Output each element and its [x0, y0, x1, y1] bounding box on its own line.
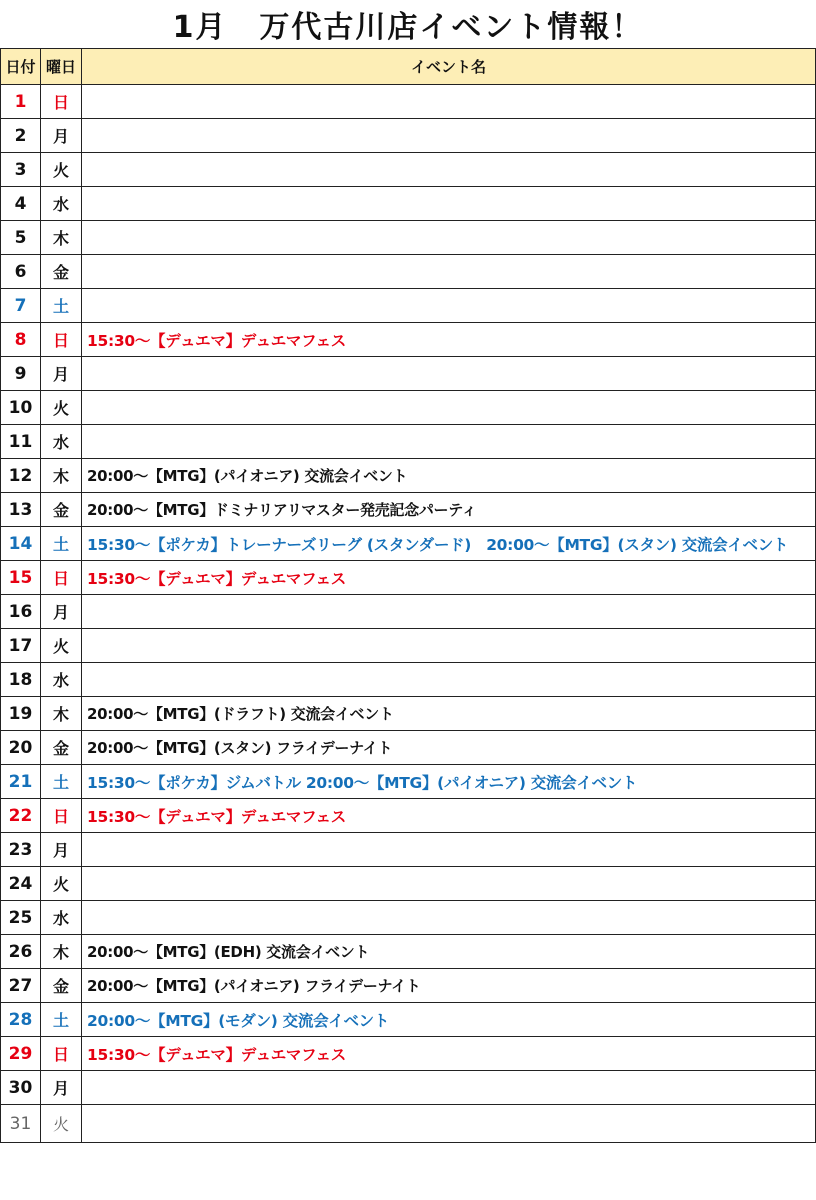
event-cell	[82, 1105, 816, 1143]
table-row	[1, 1105, 816, 1143]
weekday-cell: 木	[41, 221, 82, 255]
table-row	[1, 119, 816, 153]
date-cell: 17	[1, 629, 41, 663]
weekday-cell: 土	[41, 1003, 82, 1037]
date-cell: 15	[1, 561, 41, 595]
weekday-cell: 火	[41, 391, 82, 425]
table-row	[1, 425, 816, 459]
event-cell	[82, 357, 816, 391]
weekday-cell: 日	[41, 1037, 82, 1071]
event-cell	[82, 663, 816, 697]
header-date: 日付	[1, 49, 41, 85]
table-row	[1, 731, 816, 765]
date-cell: 23	[1, 833, 41, 867]
date-cell: 30	[1, 1071, 41, 1105]
table-row	[1, 1037, 816, 1071]
date-cell: 4	[1, 187, 41, 221]
date-cell: 16	[1, 595, 41, 629]
date-cell: 5	[1, 221, 41, 255]
weekday-cell: 木	[41, 459, 82, 493]
date-cell: 21	[1, 765, 41, 799]
table-row	[1, 969, 816, 1003]
date-cell: 29	[1, 1037, 41, 1071]
event-cell: 15:30～【ポケカ】ジムバトル 20:00～【MTG】(パイオニア) 交流会イベント	[82, 765, 816, 799]
event-cell	[82, 901, 816, 935]
event-cell	[82, 221, 816, 255]
event-cell: 20:00～【MTG】(モダン) 交流会イベント	[82, 1003, 816, 1037]
date-cell: 13	[1, 493, 41, 527]
event-cell: 20:00～【MTG】(ドラフト) 交流会イベント	[82, 697, 816, 731]
event-cell: 15:30～【デュエマ】デュエマフェス	[82, 561, 816, 595]
event-cell	[82, 1071, 816, 1105]
event-cell: 15:30～【ポケカ】トレーナーズリーグ (スタンダード) 20:00～【MTG】(スタン) 交流会イベント	[82, 527, 816, 561]
event-cell: 15:30～【デュエマ】デュエマフェス	[82, 323, 816, 357]
date-cell: 14	[1, 527, 41, 561]
weekday-cell: 金	[41, 731, 82, 765]
date-cell: 9	[1, 357, 41, 391]
weekday-cell: 金	[41, 493, 82, 527]
table-row	[1, 289, 816, 323]
event-cell: 20:00～【MTG】(パイオニア) フライデーナイト	[82, 969, 816, 1003]
weekday-cell: 火	[41, 629, 82, 663]
table-row	[1, 255, 816, 289]
table-row	[1, 561, 816, 595]
event-cell	[82, 833, 816, 867]
weekday-cell: 火	[41, 867, 82, 901]
weekday-cell: 日	[41, 561, 82, 595]
event-cell: 15:30～【デュエマ】デュエマフェス	[82, 1037, 816, 1071]
date-cell: 27	[1, 969, 41, 1003]
date-cell: 7	[1, 289, 41, 323]
event-table	[0, 48, 816, 1143]
event-cell	[82, 629, 816, 663]
table-row	[1, 901, 816, 935]
date-cell: 10	[1, 391, 41, 425]
weekday-cell: 日	[41, 85, 82, 119]
weekday-cell: 月	[41, 357, 82, 391]
weekday-cell: 土	[41, 527, 82, 561]
table-row	[1, 527, 816, 561]
date-cell: 22	[1, 799, 41, 833]
table-row	[1, 697, 816, 731]
weekday-cell: 日	[41, 799, 82, 833]
date-cell: 6	[1, 255, 41, 289]
weekday-cell: 月	[41, 119, 82, 153]
table-row	[1, 595, 816, 629]
table-row	[1, 187, 816, 221]
date-cell: 26	[1, 935, 41, 969]
header-dow: 曜日	[41, 49, 82, 85]
table-row	[1, 629, 816, 663]
weekday-cell: 木	[41, 935, 82, 969]
event-cell	[82, 187, 816, 221]
date-cell: 2	[1, 119, 41, 153]
table-row	[1, 1071, 816, 1105]
weekday-cell: 木	[41, 697, 82, 731]
event-cell: 15:30～【デュエマ】デュエマフェス	[82, 799, 816, 833]
event-cell	[82, 595, 816, 629]
date-cell: 1	[1, 85, 41, 119]
table-row	[1, 323, 816, 357]
weekday-cell: 火	[41, 153, 82, 187]
weekday-cell: 火	[41, 1105, 82, 1143]
date-cell: 24	[1, 867, 41, 901]
date-cell: 11	[1, 425, 41, 459]
table-row	[1, 765, 816, 799]
table-row	[1, 935, 816, 969]
weekday-cell: 土	[41, 765, 82, 799]
date-cell: 18	[1, 663, 41, 697]
weekday-cell: 月	[41, 595, 82, 629]
weekday-cell: 水	[41, 663, 82, 697]
table-row	[1, 1003, 816, 1037]
date-cell: 8	[1, 323, 41, 357]
date-cell: 19	[1, 697, 41, 731]
table-row	[1, 357, 816, 391]
event-cell	[82, 255, 816, 289]
table-row	[1, 867, 816, 901]
weekday-cell: 水	[41, 187, 82, 221]
table-row	[1, 85, 816, 119]
weekday-cell: 金	[41, 969, 82, 1003]
event-cell	[82, 289, 816, 323]
table-row	[1, 799, 816, 833]
event-cell	[82, 391, 816, 425]
event-cell: 20:00～【MTG】ドミナリアリマスター発売記念パーティ	[82, 493, 816, 527]
date-cell: 25	[1, 901, 41, 935]
table-row	[1, 493, 816, 527]
event-cell: 20:00～【MTG】(スタン) フライデーナイト	[82, 731, 816, 765]
weekday-cell: 水	[41, 425, 82, 459]
event-cell: 20:00～【MTG】(EDH) 交流会イベント	[82, 935, 816, 969]
page-title: 1月 万代古川店イベント情報！	[172, 10, 644, 45]
table-row	[1, 833, 816, 867]
weekday-cell: 土	[41, 289, 82, 323]
date-cell: 31	[1, 1105, 41, 1143]
event-cell	[82, 153, 816, 187]
date-cell: 28	[1, 1003, 41, 1037]
table-row	[1, 391, 816, 425]
table-body	[1, 85, 816, 1143]
weekday-cell: 日	[41, 323, 82, 357]
weekday-cell: 水	[41, 901, 82, 935]
event-cell	[82, 425, 816, 459]
event-cell	[82, 867, 816, 901]
event-cell	[82, 119, 816, 153]
date-cell: 20	[1, 731, 41, 765]
table-row	[1, 221, 816, 255]
table-row	[1, 663, 816, 697]
event-cell	[82, 85, 816, 119]
weekday-cell: 月	[41, 833, 82, 867]
weekday-cell: 金	[41, 255, 82, 289]
header-row	[1, 49, 816, 85]
table-row	[1, 153, 816, 187]
date-cell: 12	[1, 459, 41, 493]
table-row	[1, 459, 816, 493]
date-cell: 3	[1, 153, 41, 187]
event-cell: 20:00～【MTG】(パイオニア) 交流会イベント	[82, 459, 816, 493]
header-event: イベント名	[82, 49, 816, 85]
weekday-cell: 月	[41, 1071, 82, 1105]
